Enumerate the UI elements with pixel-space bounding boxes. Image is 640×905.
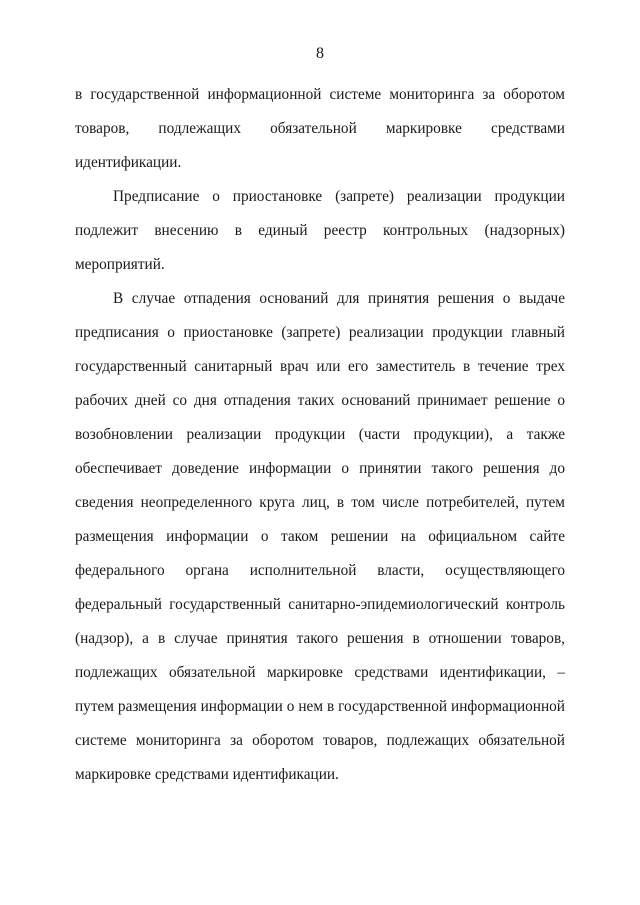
page-number: 8 (316, 45, 324, 62)
paragraph-2: Предписание о приостановке (запрете) реализации продукции подлежит внесению в единый реестр контрольных (надзорных) мероприятий. (75, 188, 565, 273)
paragraph-3: В случае отпадения оснований для принятия решения о выдаче предписания о приостановке (запрете) реализации продукции главный государственный санитарный врач или его заместитель в течение трех рабочих дней со дня отпадения таких оснований принимает решение о возобновлении реализации продукции (части продукции), а также обеспечивает доведение информации о принятии такого решения до сведения неопределенного круга лиц, в том числе потребителей, путем размещения информации о таком решении на официальном сайте федерального органа исполнительной власти, осуществляющего федеральный государственный санитарно-эпидемиологический контроль (надзор), а в случае принятия такого решения в отношении товаров, подлежащих обязательной маркировке средствами идентификации, – путем размещения информации о нем в государственной информационной системе мониторинга за оборотом товаров, подлежащих обязательной маркировке средствами идентификации. (75, 290, 565, 783)
document-body (75, 78, 565, 792)
paragraph-1: в государственной информационной системе мониторинга за оборотом товаров, подлежащих обязательной маркировке средствами идентификации. (75, 86, 565, 171)
